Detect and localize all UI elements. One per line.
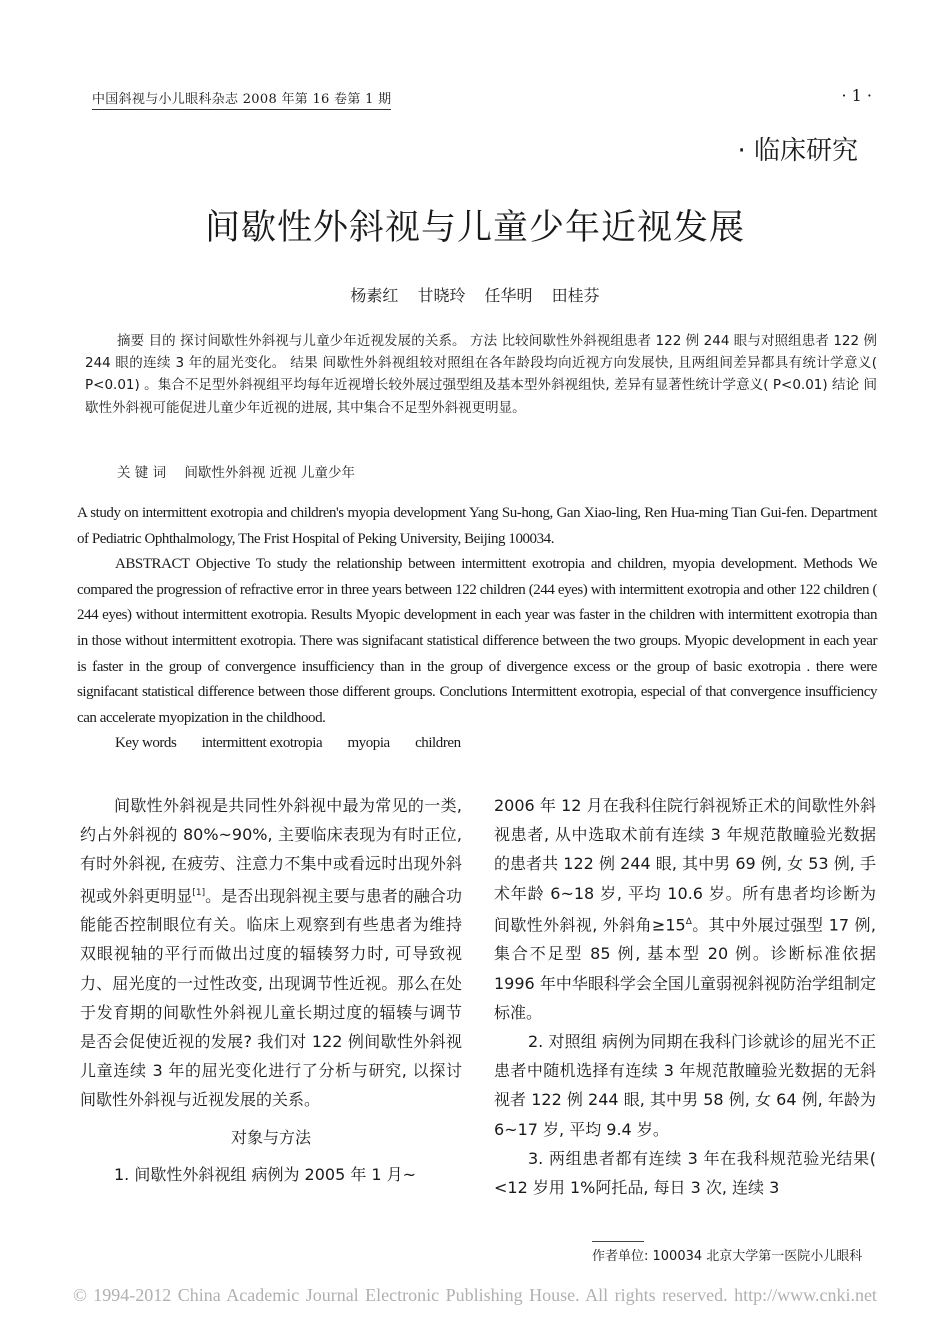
- english-keyword: children: [415, 735, 461, 752]
- chinese-abstract: 摘要 目的 探讨间歇性外斜视与儿童少年近视发展的关系。 方法 比较间歇性外斜视组患者 122 例 244 眼与对照组患者 122 例 244 眼的连续 3 年的屈光变化。 结果 间歇性外斜视组较对照组在各年龄段均向近视方向发展快, 且两组间差异都具有统计学意义( P<0.01) 。集合不足型外斜视组平均每年近视增长较外展过强型组及基本型外斜视组快, 差异有显著性统计学意义( P<0.01) 结论 间歇性外斜视可能促进儿童少年近视的进展, 其中集合不足型外斜视更明显。: [85, 333, 877, 416]
- methods-item-1: 1. 间歇性外斜视组 病例为 2005 年 1 月~: [114, 1164, 417, 1184]
- methods-item-2: 2. 对照组 病例为同期在我科门诊就诊的屈光不正患者中随机选择有连续 3 年规范散瞳验光数据的无斜视者 122 例 244 眼, 其中男 58 例, 女 64 例, 年龄为 6~17 岁, 平均 9.4 岁。: [494, 1031, 876, 1139]
- body-right-column: [494, 791, 876, 1202]
- item1-text: 2006 年 12 月在我科住院行斜视矫正术的间歇性外斜视患者, 从中选取术前有连续 3 年规范散瞳验光数据的患者共 122 例 244 眼, 其中男 69 例, 女 53 例, 手术年龄 6~18 岁, 平均 10.6 岁。所有患者均诊断为间歇性外斜视, 外斜角≥15: [494, 796, 876, 935]
- author-list: 杨素红 甘晓玲 任华明 田桂芬: [350, 286, 600, 305]
- chinese-keywords-label: 关 键 词: [117, 465, 167, 481]
- chinese-keywords-list: 间歇性外斜视 近视 儿童少年: [184, 465, 355, 481]
- intro-text-tail: 。是否出现斜视主要与患者的融合功能能否控制眼位有关。临床上观察到有些患者为维持双眼视轴的平行而做出过度的辐辏努力时, 可导致视力、屈光度的一过性改变, 出现调节性近视。那么在处于发育期的间歇性外斜视儿童长期过度的辐辏与调节是否会促使近视的发展? 我们对 122 例间歇性外斜视儿童连续 3 年的屈光变化进行了分析与研究, 以探讨间歇性外斜视与近视发展的关系。: [80, 885, 462, 1110]
- author-affiliation-footnote: 作者单位: 100034 北京大学第一医院小儿眼科: [592, 1249, 863, 1264]
- english-keywords-label: Key words: [115, 735, 177, 752]
- english-abstract: ABSTRACT Objective To study the relationship between intermittent exotropia and children, myopia development. Methods We compared the progression of refractive error in three years between 122 children (244 eyes) with intermittent exotropia and other 122 children ( 244 eyes) without intermittent exotropia. Results Myopic development in each year was faster in the children with intermittent exotropia than in those without intermittent exotropia. There was signifacant statistical difference between the two groups. Myopic development in each year is faster in the group of convergence insufficiency than in the group of divergence excess or the group of basic exotropia . there were signifacant statistical difference between those different groups. Conclutions Intermittent exotropia, especial of that convergence insufficiency can accelerate myopization in the childhood.: [77, 556, 877, 726]
- english-keyword: myopia: [347, 735, 390, 752]
- chinese-keywords: [117, 461, 369, 481]
- copyright-watermark: © 1994-2012 China Academic Journal Electronic Publishing House. All rights reserved. http://www.cnki.net: [73, 1285, 877, 1305]
- english-abstract-block: [77, 501, 877, 757]
- section-label: · 临床研究: [737, 136, 858, 166]
- intro-text: 间歇性外斜视是共同性外斜视中最为常见的一类, 约占外斜视的 80%~90%, 主要临床表现为有时正位, 有时外斜视, 在疲劳、注意力不集中或看远时出现外斜视或外斜更明显: [80, 796, 462, 905]
- methods-heading: 对象与方法: [230, 1127, 311, 1147]
- footnote-rule: [592, 1241, 644, 1242]
- methods-item-1-continued: [494, 791, 876, 1027]
- reference-mark: [1]: [192, 887, 206, 898]
- english-keywords: [77, 731, 877, 757]
- journal-header: 中国斜视与小儿眼科杂志 2008 年第 16 卷第 1 期: [92, 88, 391, 110]
- item1-text-tail: 。其中外展过强型 17 例, 集合不足型 85 例, 基本型 20 例。诊断标准依据 1996 年中华眼科学会全国儿童弱视斜视防治学组制定标准。: [494, 915, 876, 1022]
- english-keyword: intermittent exotropia: [201, 735, 323, 752]
- methods-item-3: 3. 两组患者都有连续 3 年在我科规范验光结果( <12 岁用 1%阿托品, 每日 3 次, 连续 3: [494, 1148, 876, 1197]
- body-left-column: [80, 791, 462, 1189]
- page-number: · 1 ·: [841, 86, 872, 105]
- prism-diopter-mark: Δ: [685, 916, 692, 927]
- article-title: 间歇性外斜视与儿童少年近视发展: [204, 208, 745, 248]
- intro-paragraph: [80, 791, 462, 1115]
- english-citation: A study on intermittent exotropia and children's myopia development Yang Su-hong, Gan Xiao-ling, Ren Hua-ming Tian Gui-fen. Department of Pediatric Ophthalmology, The Frist Hospital of Peking University, Beijing 100034.: [77, 505, 877, 547]
